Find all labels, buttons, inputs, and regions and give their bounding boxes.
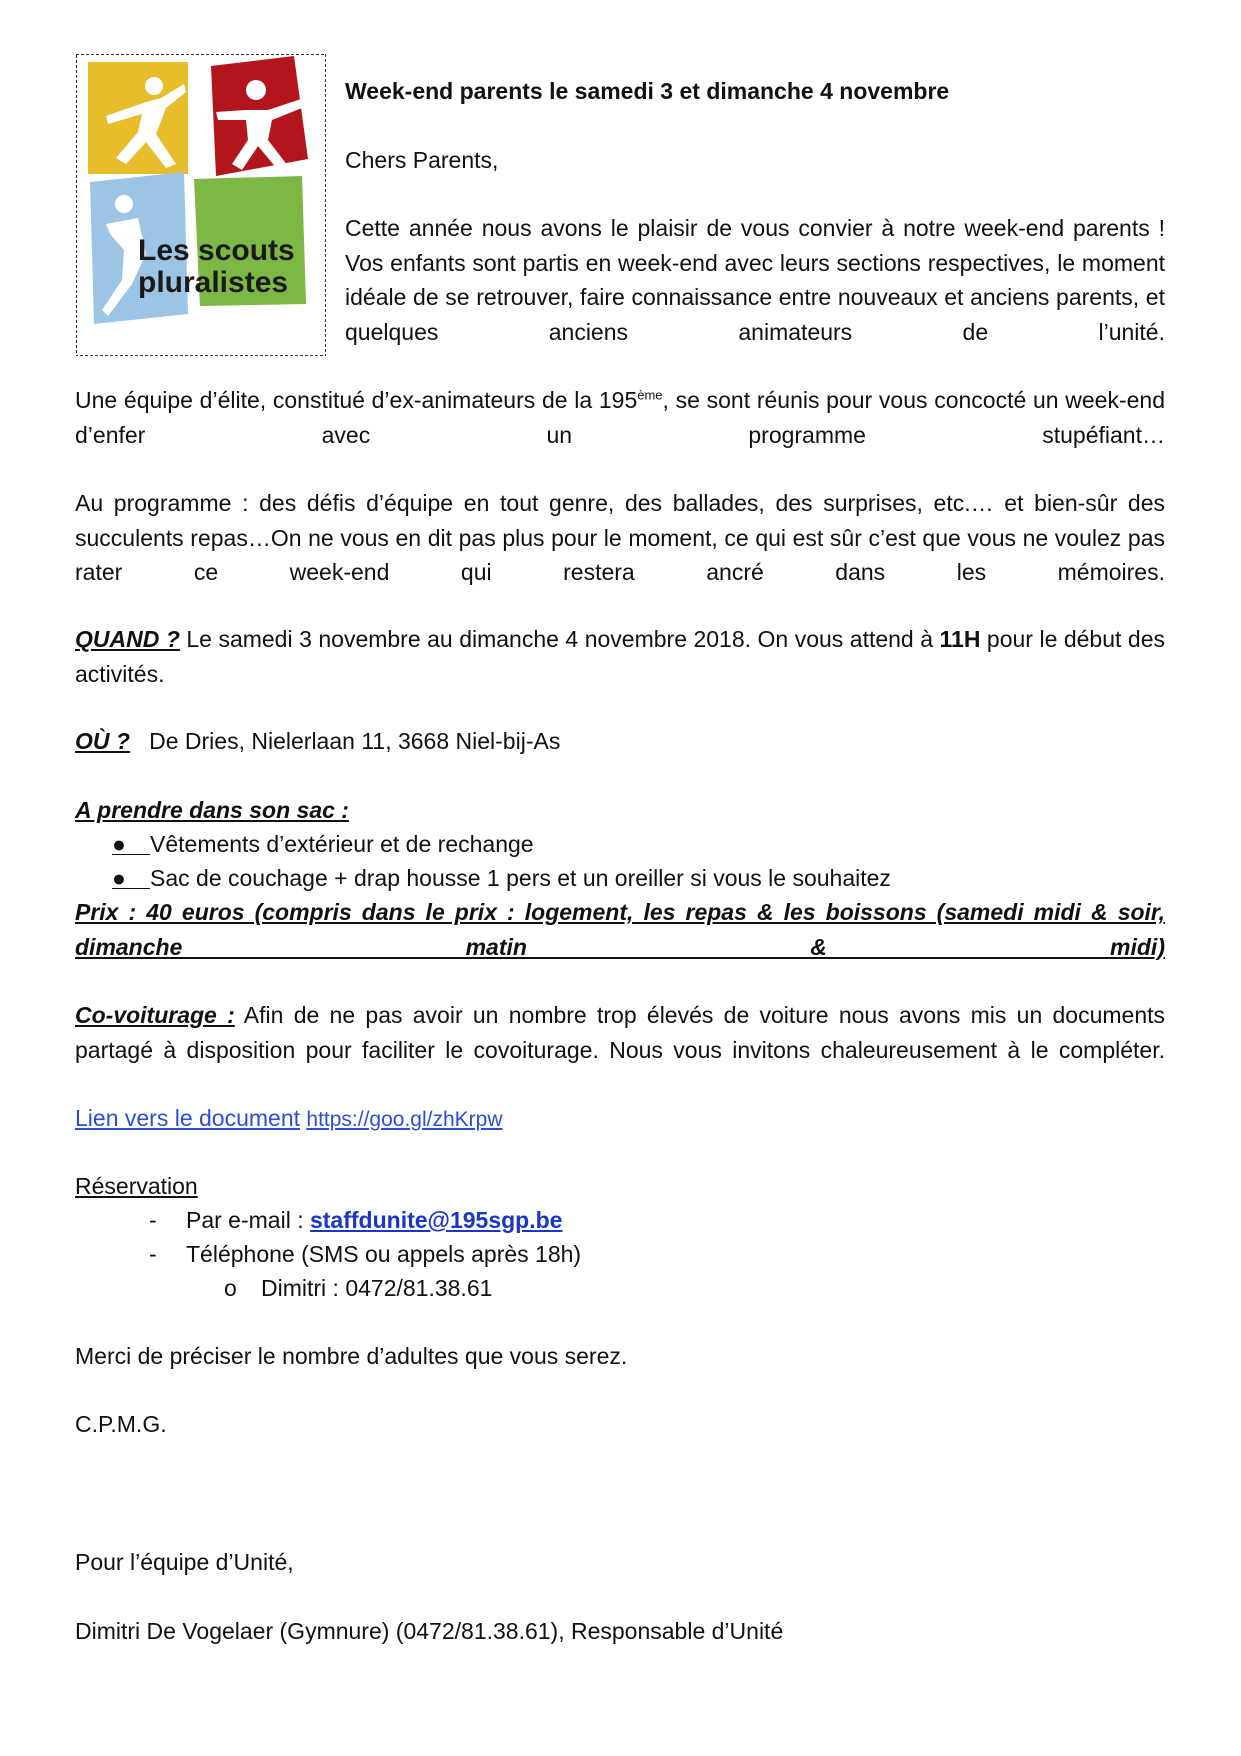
covoit-paragraph: Co-voiturage : Afin de ne pas avoir un nombre trop élevés de voiture nous avons mis un documents partagé à disposition pour faciliter le covoiturage. Nous vous invitons chaleureusement à le compléter. bbox=[75, 1002, 1166, 1063]
greeting: Chers Parents, bbox=[345, 147, 499, 173]
team-paragraph: Une équipe d’élite, constitué d’ex-animateurs de la 195ème, se sont réunis pour vous concocté un week-end d’enfer avec un programme stupéfiant… bbox=[75, 387, 1165, 448]
reservation-label: Réservation bbox=[75, 1173, 198, 1199]
closing: Pour l’équipe d’Unité, bbox=[75, 1549, 294, 1575]
price-paragraph: Prix : 40 euros (compris dans le prix : logement, les repas & les boissons (samedi midi & soir, dimanche matin & midi) bbox=[75, 899, 1165, 960]
document-link-line bbox=[75, 1101, 1165, 1138]
page-title: Week-end parents le samedi 3 et dimanche 4 novembre bbox=[345, 78, 950, 104]
when-paragraph: QUAND ? Le samedi 3 novembre au dimanche 4 novembre 2018. On vous attend à 11H pour le début des activités. bbox=[75, 626, 1165, 687]
initials: C.P.M.G. bbox=[75, 1411, 167, 1437]
document-link-url[interactable]: https://goo.gl/zhKrpw bbox=[306, 1108, 503, 1131]
list-item: ● Vêtements d’extérieur et de rechange bbox=[112, 831, 534, 857]
logo-text-line2: pluralistes bbox=[138, 266, 289, 299]
document-link-label[interactable]: Lien vers le document bbox=[75, 1105, 301, 1131]
logo-text-line1: Les scouts bbox=[138, 234, 295, 267]
list-item: - Par e-mail : staffdunite@195sgp.be bbox=[149, 1207, 563, 1233]
email-link[interactable]: staffdunite@195sgp.be bbox=[309, 1207, 563, 1233]
signature: Dimitri De Vogelaer (Gymnure) (0472/81.38.61), Responsable d’Unité bbox=[75, 1618, 784, 1644]
where-label: OÙ ? bbox=[75, 728, 130, 754]
list-item bbox=[224, 1271, 492, 1306]
superscript: ème bbox=[637, 387, 663, 403]
scouts-logo bbox=[76, 54, 326, 356]
bullet-icon: ● bbox=[112, 868, 150, 889]
list-item: - Téléphone (SMS ou appels après 18h) bbox=[149, 1241, 582, 1267]
list-item: ● Sac de couchage + drap housse 1 pers et un oreiller si vous le souhaitez bbox=[112, 865, 891, 891]
address: De Dries, Nielerlaan 11, 3668 Niel-bij-As bbox=[149, 728, 561, 754]
bullet-icon: ● bbox=[112, 834, 150, 855]
covoit-label: Co-voiturage : bbox=[75, 1002, 235, 1028]
circle-bullet-icon: o bbox=[224, 1275, 237, 1301]
bag-label: A prendre dans son sac : bbox=[75, 797, 349, 823]
intro-paragraph: Cette année nous avons le plaisir de vous convier à notre week-end parents ! Vos enfants sont partis en week-end avec leurs sections respectives, le moment idéale de se retrouver, faire connaissance entre nouveaux et anciens parents, et quelques anciens animateurs de l’unité. bbox=[345, 215, 1165, 345]
programme-paragraph: Au programme : des défis d’équipe en tout genre, des ballades, des surprises, etc.… et bien-sûr des succulents repas…On ne vous en dit pas plus pour le moment, ce qui est sûr c’est que vous ne voulez pas rater ce week-end qui restera ancré dans les mémoires. bbox=[75, 490, 1165, 585]
where-paragraph bbox=[75, 724, 1165, 759]
note: Merci de préciser le nombre d’adultes que vous serez. bbox=[75, 1343, 628, 1369]
logo-yellow-square bbox=[88, 62, 188, 174]
start-time: 11H bbox=[939, 626, 981, 652]
when-label: QUAND ? bbox=[75, 626, 180, 652]
contact-phone: Dimitri : 0472/81.38.61 bbox=[261, 1275, 493, 1301]
